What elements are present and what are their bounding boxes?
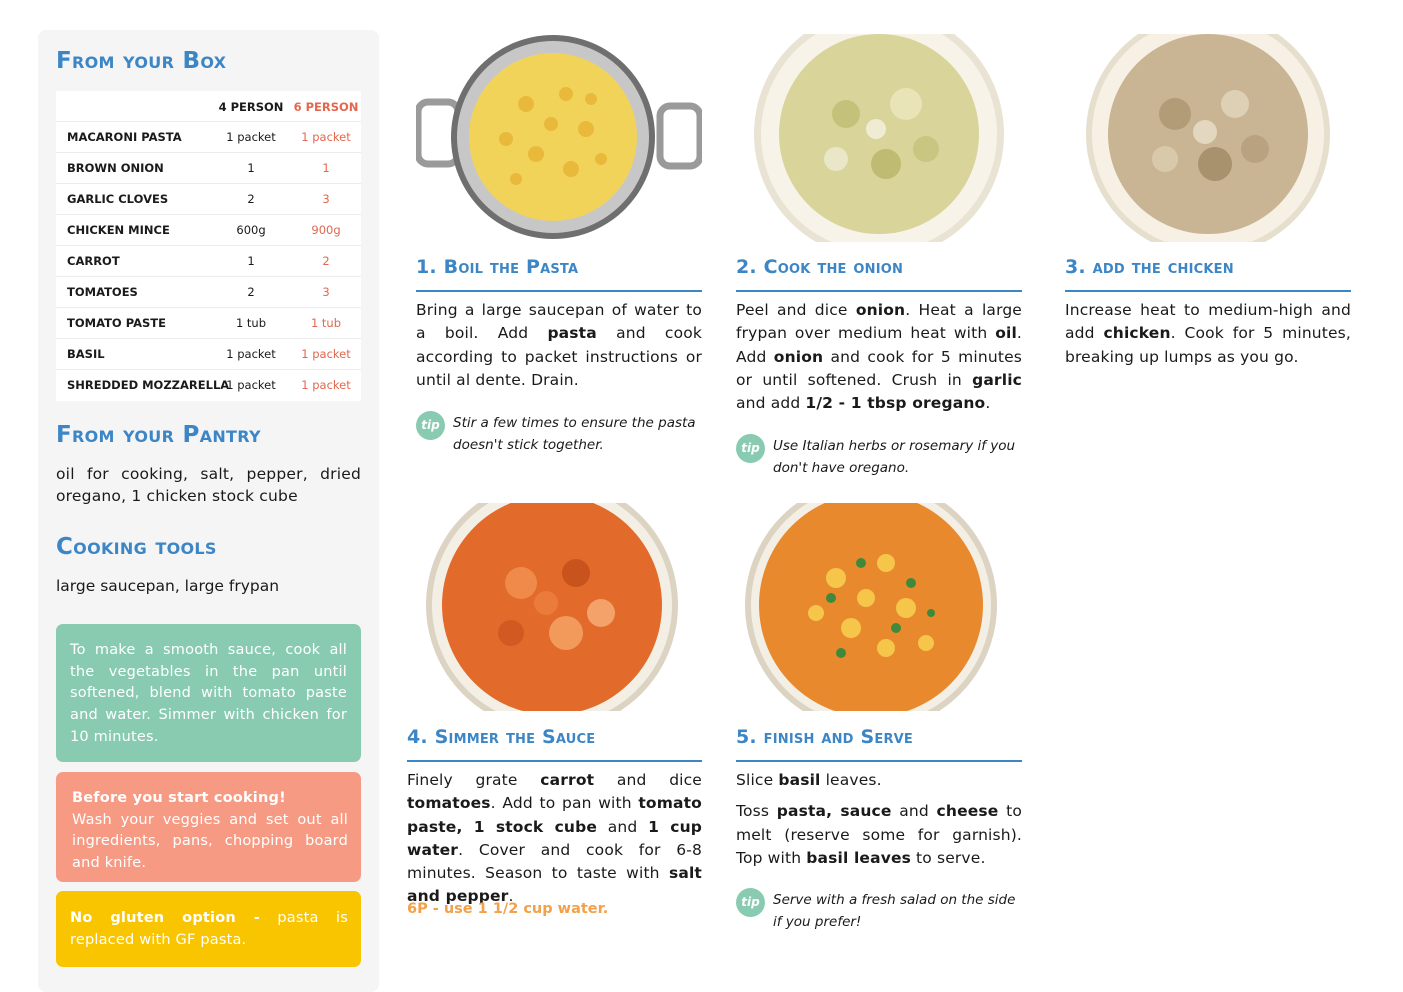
six-person-qty: 3 — [322, 285, 330, 299]
tools-list: large saucepan, large frypan — [56, 577, 280, 595]
four-person-qty: 2 — [247, 285, 255, 299]
step-2-instructions: Peel and dice onion. Heat a large frypan over medium heat with oil. Add onion and cook for 5 minutes or until softened. Crush in garlic and add 1/2 - 1 tbsp oregano. — [736, 301, 1022, 413]
from-your-pantry-heading: From your Pantry — [56, 422, 261, 448]
from-your-box-heading: From your Box — [56, 48, 227, 74]
note-heading: Before you start cooking! — [72, 790, 286, 806]
step-3-divider — [1065, 290, 1351, 292]
step-3-instructions: Increase heat to medium-high and add chicken. Cook for 5 minutes, breaking up lumps as you go. — [1065, 301, 1351, 366]
table-row — [56, 121, 361, 152]
six-person-water-note: 6P - use 1 1/2 cup water. — [407, 901, 609, 917]
four-person-header: 4 PERSON — [218, 100, 284, 114]
ingredient-name: CHICKEN MINCE — [67, 223, 170, 237]
pantry-list: oil for cooking, salt, pepper, dried oregano, 1 chicken stock cube — [56, 465, 361, 505]
smooth-sauce-note: To make a smooth sauce, cook all the vegetables in the pan until softened, blend with tomato paste and water. Simmer with chicken for 10 minutes. — [56, 624, 361, 762]
table-row — [56, 183, 361, 214]
step-4-instructions: Finely grate carrot and dice tomatoes. Add to pan with tomato paste, 1 stock cube and 1 cup water. Cover and cook for 6-8 minutes. Season to taste with salt and pepper. — [407, 771, 703, 906]
step-5-para-2: Toss pasta, sauce and cheese to melt (reserve some for garnish). Top with basil leaves to serve. — [736, 802, 1022, 867]
four-person-qty: 1 packet — [226, 378, 276, 392]
step-2-divider — [736, 290, 1022, 292]
six-person-qty: 1 — [322, 161, 330, 175]
step-1-divider — [416, 290, 702, 292]
note-body: pasta is replaced with GF pasta. — [70, 910, 348, 948]
ingredient-name: BASIL — [67, 347, 105, 361]
ingredient-name: BROWN ONION — [67, 161, 164, 175]
ingredient-name: GARLIC CLOVES — [67, 192, 169, 206]
four-person-qty: 1 — [247, 161, 255, 175]
ingredient-name: MACARONI PASTA — [67, 130, 182, 144]
step-1-instructions: Bring a large saucepan of water to a boil. Add pasta and cook according to packet instructions or until al dente. Drain. — [416, 301, 702, 389]
tip-text: Stir a few times to ensure the pasta doesn't stick together. — [453, 415, 696, 453]
finished-pasta-photo — [736, 503, 1022, 711]
tip-icon: tip — [416, 411, 445, 440]
ingredient-name: TOMATOES — [67, 285, 138, 299]
pasta-pot-photo — [416, 34, 702, 242]
step-5-divider — [736, 760, 1022, 762]
step-3-title: 3. add the chicken — [1065, 256, 1234, 278]
four-person-qty: 1 packet — [226, 347, 276, 361]
six-person-qty: 1 tub — [310, 316, 342, 330]
six-person-qty: 2 — [322, 254, 330, 268]
step-5-instructions — [736, 769, 1022, 870]
step-4-title: 4. Simmer the Sauce — [407, 726, 596, 748]
step-5-para-1: Slice basil leaves. — [736, 771, 882, 789]
six-person-qty: 1 packet — [301, 130, 351, 144]
four-person-qty: 1 — [247, 254, 255, 268]
tip-text: Use Italian herbs or rosemary if you don't have oregano. — [773, 438, 1016, 476]
sauce-pan-photo — [416, 503, 702, 711]
sidebar-panel — [38, 30, 379, 992]
chicken-pan-photo — [1065, 34, 1351, 242]
six-person-qty: 900g — [311, 223, 341, 237]
ingredient-name: SHREDDED MOZZARELLA — [67, 378, 230, 392]
ingredients-table — [56, 91, 361, 401]
six-person-qty: 1 packet — [301, 378, 351, 392]
four-person-qty: 2 — [247, 192, 255, 206]
four-person-qty: 1 tub — [235, 316, 267, 330]
tip-icon: tip — [736, 434, 765, 463]
table-row — [56, 214, 361, 245]
note-heading: No gluten option - — [70, 910, 260, 926]
gluten-free-note — [56, 891, 361, 967]
table-row — [56, 307, 361, 338]
step-5-title: 5. finish and Serve — [736, 726, 914, 748]
step-4-divider — [407, 760, 702, 762]
tip-icon: tip — [736, 888, 765, 917]
ingredient-name: CARROT — [67, 254, 120, 268]
six-person-qty: 1 packet — [301, 347, 351, 361]
four-person-qty: 1 packet — [226, 130, 276, 144]
cooking-tools-heading: Cooking tools — [56, 534, 217, 560]
onion-pan-photo — [736, 34, 1022, 242]
table-row — [56, 369, 361, 400]
ingredient-name: TOMATO PASTE — [67, 316, 166, 330]
six-person-qty: 3 — [322, 192, 330, 206]
six-person-header: 6 PERSON — [293, 100, 359, 114]
tip-text: Serve with a fresh salad on the side if you prefer! — [773, 892, 1016, 930]
table-row — [56, 276, 361, 307]
four-person-qty: 600g — [236, 223, 266, 237]
note-body: Wash your veggies and set out all ingredients, pans, chopping board and knife. — [72, 811, 348, 872]
step-1-title: 1. Boil the Pasta — [416, 256, 579, 278]
table-row — [56, 338, 361, 369]
table-row — [56, 245, 361, 276]
table-row — [56, 152, 361, 183]
step-2-title: 2. Cook the onion — [736, 256, 904, 278]
table-header — [56, 91, 361, 121]
before-cooking-note — [56, 772, 361, 882]
